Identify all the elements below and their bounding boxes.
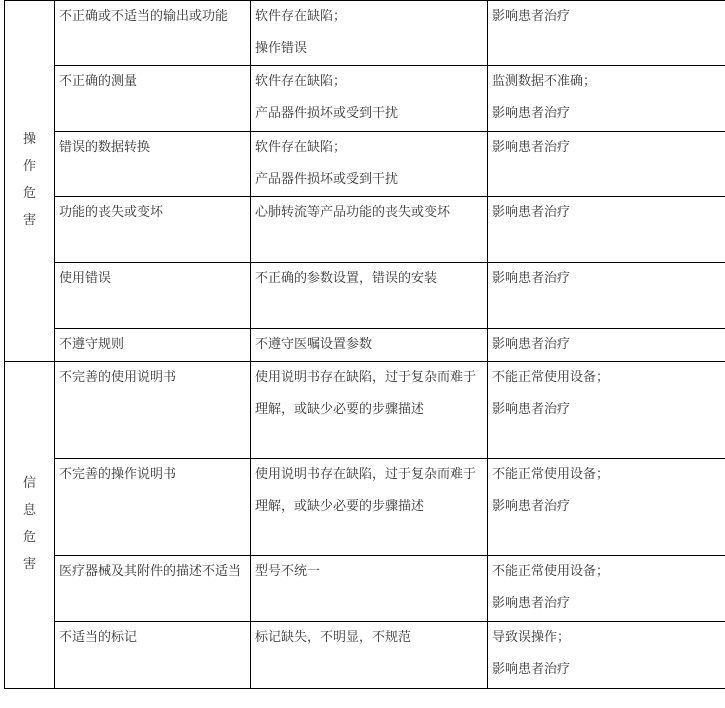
cause-cell: 软件存在缺陷； 操作错误 (251, 1, 488, 66)
cause-cell: 心肺转流等产品功能的丧失或变坏 (251, 197, 488, 263)
hazard-cell: 不完善的操作说明书 (55, 459, 251, 556)
category-cell (5, 362, 55, 689)
effect-cell: 影响患者治疗 (488, 132, 725, 197)
hazard-table (4, 0, 725, 689)
table-row (5, 362, 725, 459)
cause-cell: 不遵守医嘱设置参数 (251, 329, 488, 362)
hazard-cell: 不正确或不适当的输出或功能 (55, 1, 251, 66)
category-label: 信息危害 (22, 475, 36, 572)
cause-cell: 软件存在缺陷； 产品器件损坏或受到干扰 (251, 66, 488, 132)
effect-cell: 不能正常使用设备； 影响患者治疗 (488, 362, 725, 459)
hazard-cell: 功能的丧失或变坏 (55, 197, 251, 263)
hazard-cell: 错误的数据转换 (55, 132, 251, 197)
effect-cell: 导致误操作； 影响患者治疗 (488, 622, 725, 689)
table-row (5, 197, 725, 263)
cause-cell: 使用说明书存在缺陷，过于复杂而难于理解，或缺少必要的步骤描述 (251, 459, 488, 556)
table-row (5, 329, 725, 362)
hazard-cell: 不正确的测量 (55, 66, 251, 132)
hazard-cell: 医疗器械及其附件的描述不适当 (55, 556, 251, 622)
effect-cell: 不能正常使用设备； 影响患者治疗 (488, 556, 725, 622)
category-cell (5, 1, 55, 362)
effect-cell: 影响患者治疗 (488, 1, 725, 66)
effect-cell: 影响患者治疗 (488, 197, 725, 263)
effect-cell: 影响患者治疗 (488, 329, 725, 362)
hazard-cell: 使用错误 (55, 263, 251, 329)
category-label: 操作危害 (22, 131, 36, 228)
table-row (5, 1, 725, 66)
effect-cell: 监测数据不准确； 影响患者治疗 (488, 66, 725, 132)
cause-cell: 型号不统一 (251, 556, 488, 622)
table-row (5, 622, 725, 689)
cause-cell: 不正确的参数设置，错误的安装 (251, 263, 488, 329)
hazard-cell: 不遵守规则 (55, 329, 251, 362)
hazard-cell: 不完善的使用说明书 (55, 362, 251, 459)
hazard-cell: 不适当的标记 (55, 622, 251, 689)
table-row (5, 132, 725, 197)
table-row (5, 459, 725, 556)
effect-cell: 不能正常使用设备； 影响患者治疗 (488, 459, 725, 556)
effect-cell: 影响患者治疗 (488, 263, 725, 329)
table-row (5, 556, 725, 622)
table-row (5, 263, 725, 329)
cause-cell: 使用说明书存在缺陷，过于复杂而难于理解，或缺少必要的步骤描述 (251, 362, 488, 459)
cause-cell: 软件存在缺陷； 产品器件损坏或受到干扰 (251, 132, 488, 197)
table-row (5, 66, 725, 132)
cause-cell: 标记缺失，不明显，不规范 (251, 622, 488, 689)
